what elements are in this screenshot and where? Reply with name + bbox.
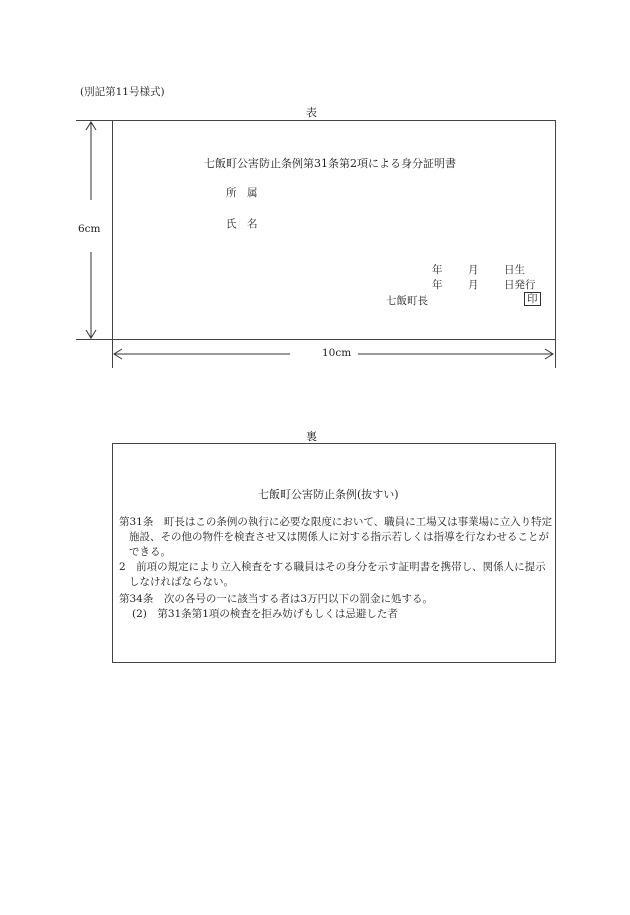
- birth-year: 年: [432, 264, 443, 276]
- back-heading: 裏: [306, 430, 317, 443]
- article-34-item-2: (2) 第31条第1項の検査を拒み妨げもしくは忌避した者: [132, 608, 398, 620]
- form-number: (別記第11号様式): [80, 86, 165, 98]
- article-34: 第34条 次の各号の一に該当する者は3万円以下の罰金に処する。: [119, 593, 434, 605]
- article-31-paragraph-1: 第31条 町長はこの条例の執行に必要な限度において、職員に工場又は事業場に立入り特定施設、その他の物件を検査させ又は関係人に対する指示若しくは指導を行なわせることができる。: [119, 516, 553, 558]
- seal-mark: 印: [524, 292, 541, 306]
- birth-day: 日生: [504, 264, 525, 276]
- issue-day: 日発行: [504, 279, 536, 291]
- affiliation-label: 所 属: [226, 187, 258, 199]
- issuer: 七飯町長: [386, 295, 428, 307]
- back-title: 七飯町公害防止条例(抜すい): [258, 488, 399, 501]
- front-title: 七飯町公害防止条例第31条第2項による身分証明書: [204, 157, 456, 170]
- name-label: 氏 名: [226, 218, 258, 230]
- issue-year: 年: [432, 279, 443, 291]
- height-dimension: 6cm: [78, 223, 101, 235]
- article-31-paragraph-2: 2 前項の規定により立入検査をする職員はその身分を示す証明書を携帯し、関係人に提示しなければならない。: [119, 561, 546, 588]
- width-dimension: 10cm: [322, 347, 352, 359]
- birth-month: 月: [468, 264, 479, 276]
- issue-month: 月: [468, 279, 479, 291]
- front-heading: 表: [306, 106, 317, 119]
